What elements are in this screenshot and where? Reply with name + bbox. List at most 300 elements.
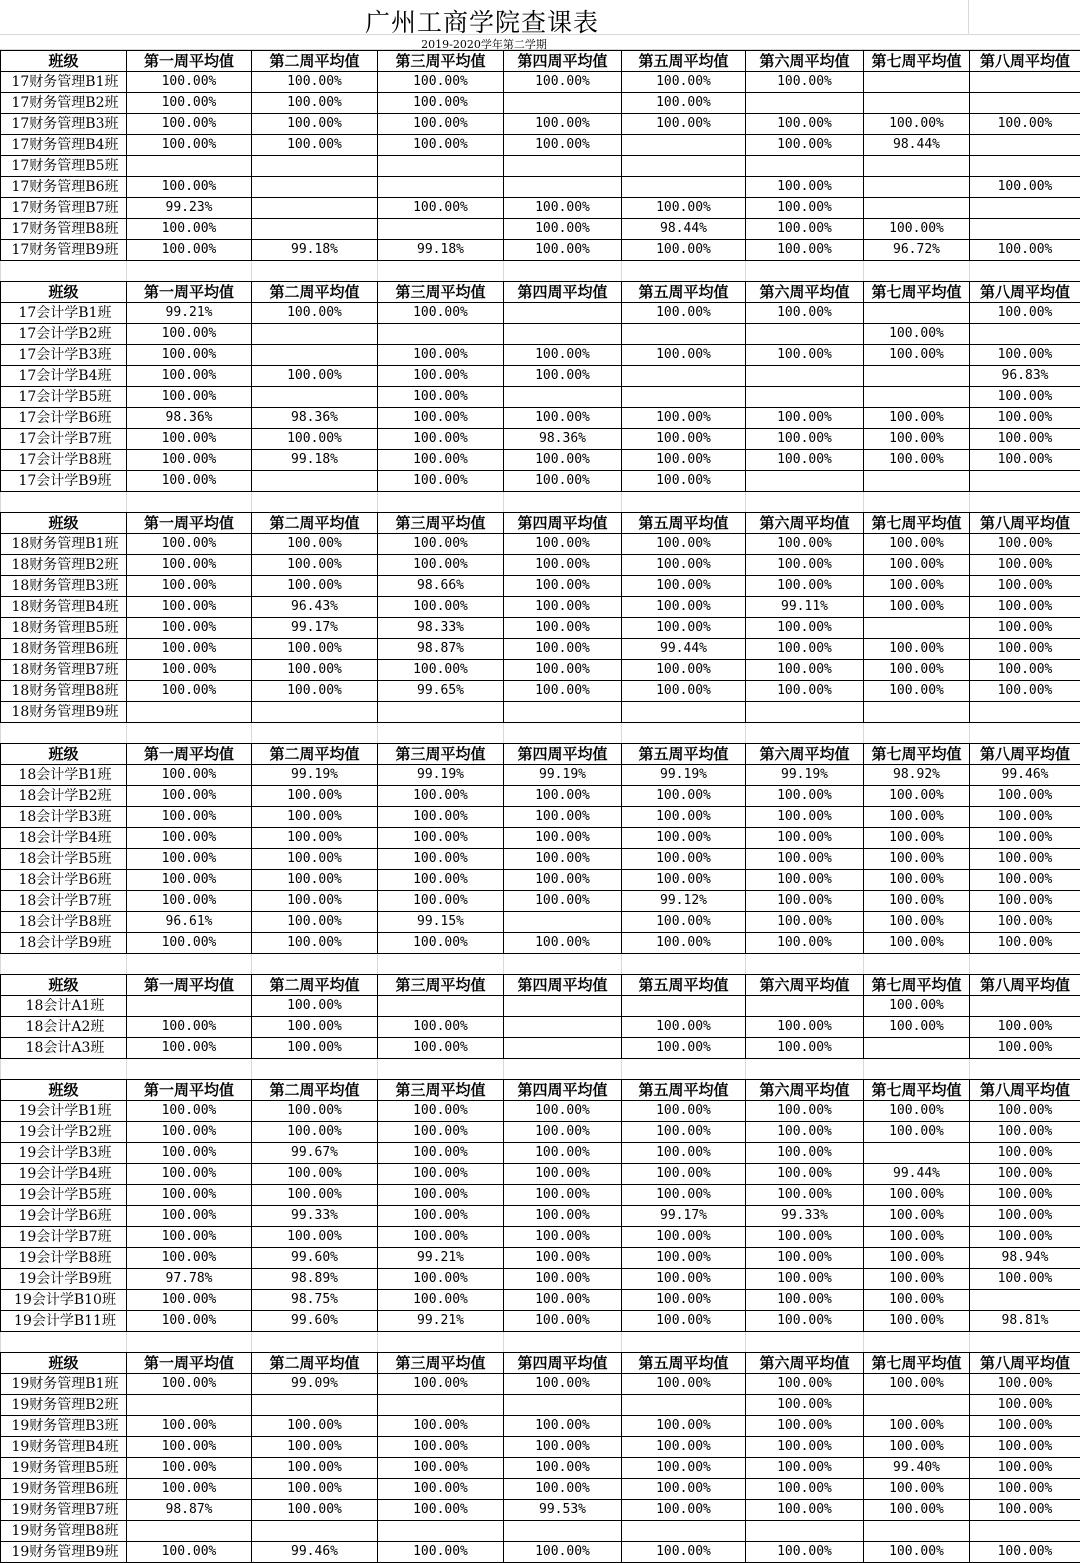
week-6-value-cell: 100.00% xyxy=(746,135,864,156)
week-2-value-cell xyxy=(252,471,378,492)
week-4-value-cell: 100.00% xyxy=(504,1143,622,1164)
empty-cell xyxy=(970,723,1080,744)
week-8-value-cell: 100.00% xyxy=(970,1269,1080,1290)
week-3-value-cell: 100.00% xyxy=(378,807,504,828)
week-6-value-cell xyxy=(746,324,864,345)
header-week-1: 第一周平均值 xyxy=(127,51,252,72)
week-6-value-cell: 100.00% xyxy=(746,1311,864,1332)
week-2-value-cell xyxy=(252,219,378,240)
week-1-value-cell: 100.00% xyxy=(127,555,252,576)
table-row xyxy=(1,1500,1080,1521)
week-7-value-cell: 100.00% xyxy=(864,1122,970,1143)
class-name-cell: 18财务管理B4班 xyxy=(1,597,127,618)
week-7-value-cell: 99.44% xyxy=(864,1164,970,1185)
week-6-value-cell: 100.00% xyxy=(746,534,864,555)
header-week-8: 第八周平均值 xyxy=(970,1353,1080,1374)
week-5-value-cell: 100.00% xyxy=(622,1185,746,1206)
week-6-value-cell: 100.00% xyxy=(746,912,864,933)
week-3-value-cell: 100.00% xyxy=(378,366,504,387)
week-2-value-cell: 100.00% xyxy=(252,576,378,597)
week-6-value-cell: 100.00% xyxy=(746,429,864,450)
week-3-value-cell: 100.00% xyxy=(378,387,504,408)
table-row xyxy=(1,576,1080,597)
week-4-value-cell: 100.00% xyxy=(504,870,622,891)
week-3-value-cell: 100.00% xyxy=(378,1017,504,1038)
week-4-value-cell: 100.00% xyxy=(504,345,622,366)
table-row xyxy=(1,1542,1080,1563)
class-name-cell: 19财务管理B1班 xyxy=(1,1374,127,1395)
week-8-value-cell xyxy=(970,219,1080,240)
week-7-value-cell: 100.00% xyxy=(864,1500,970,1521)
week-8-value-cell: 100.00% xyxy=(970,891,1080,912)
class-name-cell: 18会计学B3班 xyxy=(1,807,127,828)
week-7-value-cell xyxy=(864,177,970,198)
header-week-1: 第一周平均值 xyxy=(127,513,252,534)
week-3-value-cell: 100.00% xyxy=(378,72,504,93)
week-4-value-cell: 100.00% xyxy=(504,1458,622,1479)
week-8-value-cell: 100.00% xyxy=(970,828,1080,849)
week-7-value-cell: 100.00% xyxy=(864,114,970,135)
week-4-value-cell: 100.00% xyxy=(504,471,622,492)
week-2-value-cell: 99.60% xyxy=(252,1311,378,1332)
week-4-value-cell xyxy=(504,1395,622,1416)
week-4-value-cell: 100.00% xyxy=(504,891,622,912)
week-4-value-cell: 100.00% xyxy=(504,1227,622,1248)
week-2-value-cell: 100.00% xyxy=(252,870,378,891)
week-3-value-cell: 100.00% xyxy=(378,450,504,471)
table-row xyxy=(1,1437,1080,1458)
week-2-value-cell: 96.43% xyxy=(252,597,378,618)
week-5-value-cell: 100.00% xyxy=(622,303,746,324)
week-4-value-cell: 100.00% xyxy=(504,555,622,576)
week-3-value-cell: 98.87% xyxy=(378,639,504,660)
week-2-value-cell: 100.00% xyxy=(252,912,378,933)
week-3-value-cell: 100.00% xyxy=(378,345,504,366)
week-1-value-cell: 100.00% xyxy=(127,387,252,408)
week-5-value-cell: 100.00% xyxy=(622,1101,746,1122)
week-6-value-cell xyxy=(746,387,864,408)
week-5-value-cell xyxy=(622,702,746,723)
week-5-value-cell: 100.00% xyxy=(622,1143,746,1164)
class-name-cell: 18会计学B1班 xyxy=(1,765,127,786)
week-3-value-cell: 100.00% xyxy=(378,1479,504,1500)
week-5-value-cell xyxy=(622,1521,746,1542)
week-7-value-cell: 100.00% xyxy=(864,828,970,849)
week-3-value-cell: 98.33% xyxy=(378,618,504,639)
week-2-value-cell: 99.19% xyxy=(252,765,378,786)
week-5-value-cell: 100.00% xyxy=(622,534,746,555)
week-1-value-cell xyxy=(127,156,252,177)
week-7-value-cell: 100.00% xyxy=(864,870,970,891)
class-name-cell: 17财务管理B2班 xyxy=(1,93,127,114)
week-4-value-cell: 100.00% xyxy=(504,1542,622,1563)
week-4-value-cell: 99.53% xyxy=(504,1500,622,1521)
class-name-cell: 17会计学B4班 xyxy=(1,366,127,387)
week-8-value-cell xyxy=(970,93,1080,114)
week-5-value-cell: 100.00% xyxy=(622,1542,746,1563)
class-name-cell: 19会计学B4班 xyxy=(1,1164,127,1185)
week-1-value-cell: 100.00% xyxy=(127,618,252,639)
week-8-value-cell: 100.00% xyxy=(970,408,1080,429)
empty-cell xyxy=(504,261,622,282)
table-row xyxy=(1,366,1080,387)
empty-cell xyxy=(252,261,378,282)
week-2-value-cell: 99.17% xyxy=(252,618,378,639)
week-3-value-cell: 99.18% xyxy=(378,240,504,261)
week-1-value-cell: 100.00% xyxy=(127,1248,252,1269)
week-4-value-cell: 100.00% xyxy=(504,1101,622,1122)
table-row xyxy=(1,1479,1080,1500)
week-7-value-cell: 100.00% xyxy=(864,1227,970,1248)
week-8-value-cell: 100.00% xyxy=(970,1437,1080,1458)
header-week-2: 第二周平均值 xyxy=(252,513,378,534)
class-name-cell: 19财务管理B5班 xyxy=(1,1458,127,1479)
class-name-cell: 17会计学B9班 xyxy=(1,471,127,492)
week-6-value-cell: 100.00% xyxy=(746,1479,864,1500)
class-name-cell: 17财务管理B7班 xyxy=(1,198,127,219)
week-8-value-cell: 100.00% xyxy=(970,1416,1080,1437)
week-4-value-cell: 100.00% xyxy=(504,1437,622,1458)
header-week-5: 第五周平均值 xyxy=(622,513,746,534)
week-6-value-cell: 99.19% xyxy=(746,765,864,786)
table-row xyxy=(1,849,1080,870)
empty-cell xyxy=(127,492,252,513)
week-3-value-cell: 100.00% xyxy=(378,198,504,219)
class-name-cell: 18会计学B5班 xyxy=(1,849,127,870)
week-1-value-cell: 100.00% xyxy=(127,765,252,786)
empty-cell xyxy=(504,492,622,513)
week-1-value-cell: 100.00% xyxy=(127,1101,252,1122)
week-6-value-cell: 100.00% xyxy=(746,933,864,954)
week-7-value-cell: 100.00% xyxy=(864,597,970,618)
week-5-value-cell: 100.00% xyxy=(622,1374,746,1395)
week-1-value-cell: 100.00% xyxy=(127,114,252,135)
week-7-value-cell: 100.00% xyxy=(864,660,970,681)
week-1-value-cell xyxy=(127,1395,252,1416)
week-2-value-cell: 100.00% xyxy=(252,786,378,807)
week-4-value-cell xyxy=(504,1017,622,1038)
week-8-value-cell: 100.00% xyxy=(970,597,1080,618)
empty-cell xyxy=(970,261,1080,282)
week-8-value-cell: 100.00% xyxy=(970,681,1080,702)
week-6-value-cell: 100.00% xyxy=(746,1542,864,1563)
week-8-value-cell: 99.46% xyxy=(970,765,1080,786)
week-5-value-cell: 100.00% xyxy=(622,1479,746,1500)
week-2-value-cell: 100.00% xyxy=(252,114,378,135)
header-week-8: 第八周平均值 xyxy=(970,282,1080,303)
header-class: 班级 xyxy=(1,51,127,72)
empty-cell xyxy=(970,1332,1080,1353)
week-8-value-cell: 100.00% xyxy=(970,1164,1080,1185)
class-name-cell: 17会计学B7班 xyxy=(1,429,127,450)
header-week-7: 第七周平均值 xyxy=(864,744,970,765)
table-row xyxy=(1,597,1080,618)
week-7-value-cell: 100.00% xyxy=(864,996,970,1017)
week-8-value-cell xyxy=(970,198,1080,219)
class-name-cell: 17财务管理B6班 xyxy=(1,177,127,198)
week-3-value-cell: 100.00% xyxy=(378,1101,504,1122)
week-5-value-cell: 100.00% xyxy=(622,1227,746,1248)
week-1-value-cell: 97.78% xyxy=(127,1269,252,1290)
table-row xyxy=(1,1521,1080,1542)
week-3-value-cell xyxy=(378,156,504,177)
week-8-value-cell: 100.00% xyxy=(970,639,1080,660)
table-row xyxy=(1,156,1080,177)
header-week-2: 第二周平均值 xyxy=(252,51,378,72)
class-name-cell: 18会计学B9班 xyxy=(1,933,127,954)
week-6-value-cell: 100.00% xyxy=(746,1101,864,1122)
week-6-value-cell: 100.00% xyxy=(746,681,864,702)
week-7-value-cell xyxy=(864,1395,970,1416)
week-8-value-cell: 100.00% xyxy=(970,1185,1080,1206)
class-name-cell: 17会计学B1班 xyxy=(1,303,127,324)
week-5-value-cell: 100.00% xyxy=(622,660,746,681)
class-name-cell: 19会计学B7班 xyxy=(1,1227,127,1248)
table-row xyxy=(1,534,1080,555)
week-8-value-cell: 100.00% xyxy=(970,1038,1080,1059)
week-8-value-cell: 100.00% xyxy=(970,1017,1080,1038)
week-5-value-cell: 99.19% xyxy=(622,765,746,786)
week-4-value-cell: 98.36% xyxy=(504,429,622,450)
empty-cell xyxy=(504,1332,622,1353)
week-2-value-cell: 100.00% xyxy=(252,1122,378,1143)
week-8-value-cell: 100.00% xyxy=(970,912,1080,933)
table-row xyxy=(1,828,1080,849)
class-name-cell: 18会计A1班 xyxy=(1,996,127,1017)
header-class: 班级 xyxy=(1,513,127,534)
week-3-value-cell: 100.00% xyxy=(378,1500,504,1521)
header-week-5: 第五周平均值 xyxy=(622,1080,746,1101)
week-8-value-cell: 100.00% xyxy=(970,870,1080,891)
week-6-value-cell: 100.00% xyxy=(746,219,864,240)
week-1-value-cell: 100.00% xyxy=(127,576,252,597)
week-7-value-cell: 100.00% xyxy=(864,1290,970,1311)
class-name-cell: 19财务管理B2班 xyxy=(1,1395,127,1416)
week-7-value-cell: 100.00% xyxy=(864,1269,970,1290)
week-4-value-cell: 100.00% xyxy=(504,408,622,429)
header-row xyxy=(1,1080,1080,1101)
week-5-value-cell xyxy=(622,324,746,345)
week-1-value-cell: 100.00% xyxy=(127,324,252,345)
header-week-7: 第七周平均值 xyxy=(864,1080,970,1101)
class-name-cell: 18财务管理B8班 xyxy=(1,681,127,702)
week-8-value-cell: 98.94% xyxy=(970,1248,1080,1269)
week-4-value-cell: 100.00% xyxy=(504,807,622,828)
week-6-value-cell: 100.00% xyxy=(746,1458,864,1479)
header-week-4: 第四周平均值 xyxy=(504,282,622,303)
week-2-value-cell xyxy=(252,177,378,198)
week-2-value-cell: 99.18% xyxy=(252,240,378,261)
week-8-value-cell: 100.00% xyxy=(970,1458,1080,1479)
header-week-7: 第七周平均值 xyxy=(864,513,970,534)
week-7-value-cell xyxy=(864,72,970,93)
week-4-value-cell: 100.00% xyxy=(504,849,622,870)
week-5-value-cell xyxy=(622,387,746,408)
week-2-value-cell: 99.67% xyxy=(252,1143,378,1164)
week-5-value-cell: 100.00% xyxy=(622,1437,746,1458)
week-5-value-cell: 100.00% xyxy=(622,1038,746,1059)
week-5-value-cell: 100.00% xyxy=(622,912,746,933)
week-2-value-cell: 100.00% xyxy=(252,1437,378,1458)
week-1-value-cell: 100.00% xyxy=(127,534,252,555)
table-row xyxy=(1,1458,1080,1479)
week-5-value-cell: 99.44% xyxy=(622,639,746,660)
table-row xyxy=(1,471,1080,492)
week-6-value-cell: 100.00% xyxy=(746,828,864,849)
week-3-value-cell: 100.00% xyxy=(378,93,504,114)
table-row xyxy=(1,912,1080,933)
week-1-value-cell: 98.36% xyxy=(127,408,252,429)
table-row xyxy=(1,681,1080,702)
header-class: 班级 xyxy=(1,1080,127,1101)
week-1-value-cell: 100.00% xyxy=(127,1227,252,1248)
week-3-value-cell: 100.00% xyxy=(378,891,504,912)
week-1-value-cell: 100.00% xyxy=(127,597,252,618)
week-1-value-cell: 100.00% xyxy=(127,1437,252,1458)
week-7-value-cell: 100.00% xyxy=(864,1374,970,1395)
week-2-value-cell xyxy=(252,1521,378,1542)
table-row xyxy=(1,219,1080,240)
week-7-value-cell: 100.00% xyxy=(864,786,970,807)
week-8-value-cell: 96.83% xyxy=(970,366,1080,387)
week-3-value-cell: 100.00% xyxy=(378,114,504,135)
week-7-value-cell xyxy=(864,387,970,408)
week-1-value-cell: 100.00% xyxy=(127,828,252,849)
class-name-cell: 19会计学B10班 xyxy=(1,1290,127,1311)
week-3-value-cell: 100.00% xyxy=(378,1374,504,1395)
cell-divider xyxy=(968,0,969,34)
table-row xyxy=(1,1017,1080,1038)
header-week-3: 第三周平均值 xyxy=(378,1353,504,1374)
week-5-value-cell: 100.00% xyxy=(622,681,746,702)
week-8-value-cell: 100.00% xyxy=(970,1479,1080,1500)
week-6-value-cell: 100.00% xyxy=(746,1122,864,1143)
empty-cell xyxy=(864,954,970,975)
week-3-value-cell: 100.00% xyxy=(378,1143,504,1164)
week-1-value-cell xyxy=(127,996,252,1017)
week-2-value-cell: 99.09% xyxy=(252,1374,378,1395)
attendance-table xyxy=(0,50,1080,1563)
week-5-value-cell: 100.00% xyxy=(622,450,746,471)
week-6-value-cell xyxy=(746,1521,864,1542)
week-6-value-cell: 100.00% xyxy=(746,1248,864,1269)
week-7-value-cell: 100.00% xyxy=(864,1248,970,1269)
week-7-value-cell: 100.00% xyxy=(864,933,970,954)
week-5-value-cell: 100.00% xyxy=(622,72,746,93)
week-7-value-cell: 100.00% xyxy=(864,1437,970,1458)
header-week-6: 第六周平均值 xyxy=(746,1353,864,1374)
week-4-value-cell xyxy=(504,702,622,723)
empty-cell xyxy=(378,954,504,975)
week-4-value-cell: 100.00% xyxy=(504,240,622,261)
week-6-value-cell: 100.00% xyxy=(746,870,864,891)
week-3-value-cell: 100.00% xyxy=(378,849,504,870)
week-7-value-cell: 100.00% xyxy=(864,219,970,240)
class-name-cell: 19会计学B3班 xyxy=(1,1143,127,1164)
week-2-value-cell: 100.00% xyxy=(252,933,378,954)
week-5-value-cell: 100.00% xyxy=(622,849,746,870)
week-8-value-cell: 100.00% xyxy=(970,1395,1080,1416)
week-7-value-cell: 100.00% xyxy=(864,807,970,828)
week-5-value-cell: 100.00% xyxy=(622,870,746,891)
week-1-value-cell: 100.00% xyxy=(127,849,252,870)
empty-cell xyxy=(1,492,127,513)
header-week-2: 第二周平均值 xyxy=(252,1080,378,1101)
week-8-value-cell: 100.00% xyxy=(970,1101,1080,1122)
week-6-value-cell: 100.00% xyxy=(746,240,864,261)
week-4-value-cell: 100.00% xyxy=(504,219,622,240)
table-row xyxy=(1,429,1080,450)
table-row xyxy=(1,786,1080,807)
week-1-value-cell: 100.00% xyxy=(127,177,252,198)
week-5-value-cell: 100.00% xyxy=(622,1500,746,1521)
class-name-cell: 18会计学B4班 xyxy=(1,828,127,849)
week-5-value-cell: 100.00% xyxy=(622,555,746,576)
week-3-value-cell: 100.00% xyxy=(378,1227,504,1248)
week-5-value-cell: 100.00% xyxy=(622,240,746,261)
header-week-5: 第五周平均值 xyxy=(622,282,746,303)
week-4-value-cell: 100.00% xyxy=(504,1122,622,1143)
week-4-value-cell xyxy=(504,387,622,408)
empty-cell xyxy=(746,492,864,513)
week-5-value-cell xyxy=(622,366,746,387)
empty-cell xyxy=(252,723,378,744)
week-7-value-cell: 96.72% xyxy=(864,240,970,261)
class-name-cell: 17会计学B3班 xyxy=(1,345,127,366)
week-2-value-cell: 100.00% xyxy=(252,639,378,660)
week-8-value-cell: 98.81% xyxy=(970,1311,1080,1332)
week-5-value-cell: 100.00% xyxy=(622,597,746,618)
empty-cell xyxy=(127,1059,252,1080)
week-6-value-cell: 100.00% xyxy=(746,345,864,366)
week-5-value-cell: 100.00% xyxy=(622,1269,746,1290)
week-8-value-cell: 100.00% xyxy=(970,555,1080,576)
week-3-value-cell: 100.00% xyxy=(378,1122,504,1143)
week-3-value-cell: 98.66% xyxy=(378,576,504,597)
class-name-cell: 19会计学B6班 xyxy=(1,1206,127,1227)
table-row xyxy=(1,555,1080,576)
week-1-value-cell: 100.00% xyxy=(127,1311,252,1332)
week-5-value-cell: 100.00% xyxy=(622,1458,746,1479)
table-row xyxy=(1,1143,1080,1164)
week-4-value-cell xyxy=(504,156,622,177)
week-1-value-cell: 100.00% xyxy=(127,429,252,450)
week-3-value-cell: 100.00% xyxy=(378,408,504,429)
week-5-value-cell: 100.00% xyxy=(622,1164,746,1185)
week-7-value-cell: 98.44% xyxy=(864,135,970,156)
week-6-value-cell xyxy=(746,996,864,1017)
week-7-value-cell: 100.00% xyxy=(864,555,970,576)
week-2-value-cell xyxy=(252,345,378,366)
week-4-value-cell xyxy=(504,324,622,345)
week-3-value-cell: 100.00% xyxy=(378,828,504,849)
empty-cell xyxy=(864,492,970,513)
empty-cell xyxy=(970,954,1080,975)
week-6-value-cell: 100.00% xyxy=(746,555,864,576)
week-2-value-cell xyxy=(252,324,378,345)
class-name-cell: 17财务管理B5班 xyxy=(1,156,127,177)
week-2-value-cell: 99.60% xyxy=(252,1248,378,1269)
week-6-value-cell: 100.00% xyxy=(746,1437,864,1458)
header-week-2: 第二周平均值 xyxy=(252,975,378,996)
subtitle-bar xyxy=(0,34,1080,50)
week-5-value-cell: 100.00% xyxy=(622,93,746,114)
table-row xyxy=(1,807,1080,828)
week-5-value-cell: 100.00% xyxy=(622,198,746,219)
week-3-value-cell: 100.00% xyxy=(378,870,504,891)
class-name-cell: 18会计学B6班 xyxy=(1,870,127,891)
table-row xyxy=(1,1374,1080,1395)
